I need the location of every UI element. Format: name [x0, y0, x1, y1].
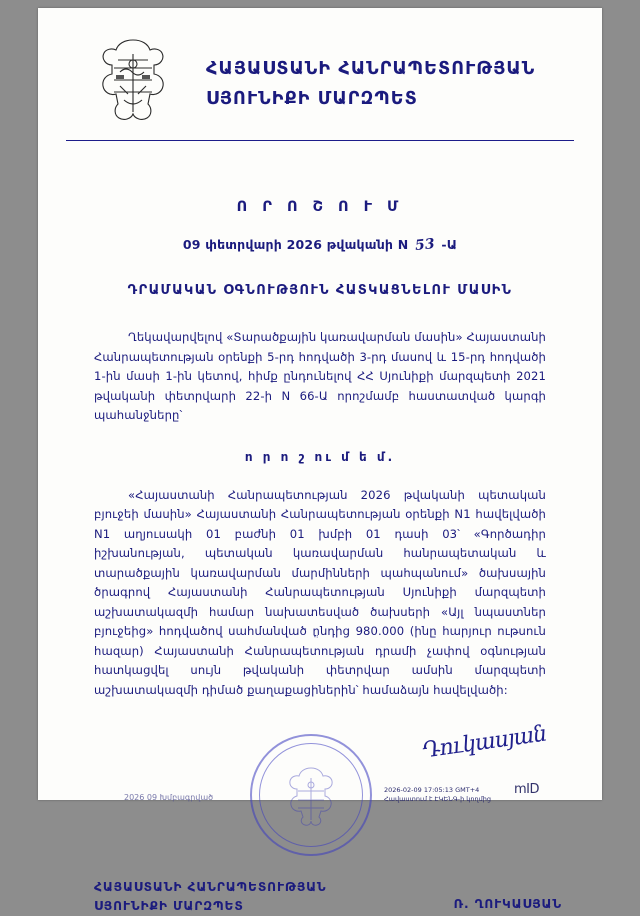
mid-logo-icon: [514, 782, 539, 797]
document-header: [66, 30, 574, 141]
document-title: Ո Ր Ո Շ Ո Ւ Մ: [236, 199, 404, 215]
document-page: [38, 8, 602, 913]
page-bottom-cut-text: 2026 09 Խմբագրված: [124, 793, 214, 802]
authority-line-2: ՍՅՈՒՆԻՔԻ ՄԱՐԶՊԵՏ: [206, 89, 418, 109]
date-suffix: -Ա: [441, 237, 458, 252]
signer-title-line-1: ՀԱՅԱՍՏԱՆԻ ՀԱՆՐԱՊԵՏՈՒԹՅԱՆ: [94, 880, 327, 894]
digital-signature-issuer: Հավաստում է ԷԿԵՆԳ-ի կողմից: [384, 795, 491, 803]
mid-logo-text: mID: [514, 782, 540, 797]
signer-name: Ռ. ՂՈՒԿԱՍՅԱՆ: [453, 897, 562, 911]
issuing-authority: [206, 54, 535, 114]
decision-paragraph: «Հայաստանի Հանրապետության 2026 թվականի պետական բյուջեի մասին» Հայաստանի Հանրապետության օրենքի N1 հավելվածի N1 աղյուսակի 01 բաժնի 01 խմբի 01 դասի 03՝ «Գործադիր իշխանության, պետական կառավարման հանրապետական և տարածքային կառավարման մարմինների պահպանում» ծախսային ծրագրով Հայաստանի Հանրապետության Սյունիքի մարզպետի աշխատակազմի համար նախատեսված ծախսերի «Այլ նպաստներ բյուջեից» հոդվածով սահմանված ֳոնդից 980.000 (ինը հարյուր ութսուն հազար) Հայաստանի Հանրապետության դրամի չափով օգնության հատկացվել սույն թվականի փետրվար ամսին մարզպետի աշխատակազմի դիմած քաղաքացիներին՝ համաձայն հավելվածի:: [94, 487, 546, 697]
preamble-paragraph: Ղեկավարվելով «Տարածքային կառավարման մասին» Հայաստանի Հանրապետության օրենքի 5-րդ հոդվածի 3-րդ մասով և 15-րդ հոդվածի 1-ին մասի 1-ին կետով, հիմք ընդունելով ՀՀ Սյունիքի մարզպետի 2021 թվականի փետրվարի 22-ի N 66-Ա որոշմամբ հաստատված կարգի պահանջները՝: [94, 330, 547, 422]
document-body: [38, 199, 602, 870]
document-subject: ԴՐԱՄԱԿԱՆ ՕԳՆՈՒԹՅՈՒՆ ՀԱՏԿԱՑՆԵԼՈՒ ՄԱՍԻՆ: [127, 283, 513, 298]
digital-signature-timestamp: 2026-02-09 17:05:13 GMT+4: [384, 786, 480, 794]
decision-number: 53: [414, 236, 436, 254]
authority-line-1: ՀԱՅԱՍՏԱՆԻ ՀԱՆՐԱՊԵՏՈՒԹՅԱՆ: [206, 59, 536, 79]
handwritten-signature: Դուկասյան: [420, 721, 548, 764]
signer-title-line-2: ՍՅՈՒՆԻՔԻ ՄԱՐԶՊԵՏ: [94, 899, 244, 913]
seal-emblem-icon: [284, 764, 338, 826]
decision-verb: ո ր ո շ ու մ ե մ.: [244, 449, 396, 464]
armenia-coat-of-arms-icon: [94, 34, 172, 126]
document-footer: [38, 878, 602, 916]
document-date-number: [94, 237, 546, 253]
official-round-seal-icon: [250, 734, 372, 856]
date-prefix: 09 փետրվարի 2026 թվականի N: [182, 237, 409, 252]
